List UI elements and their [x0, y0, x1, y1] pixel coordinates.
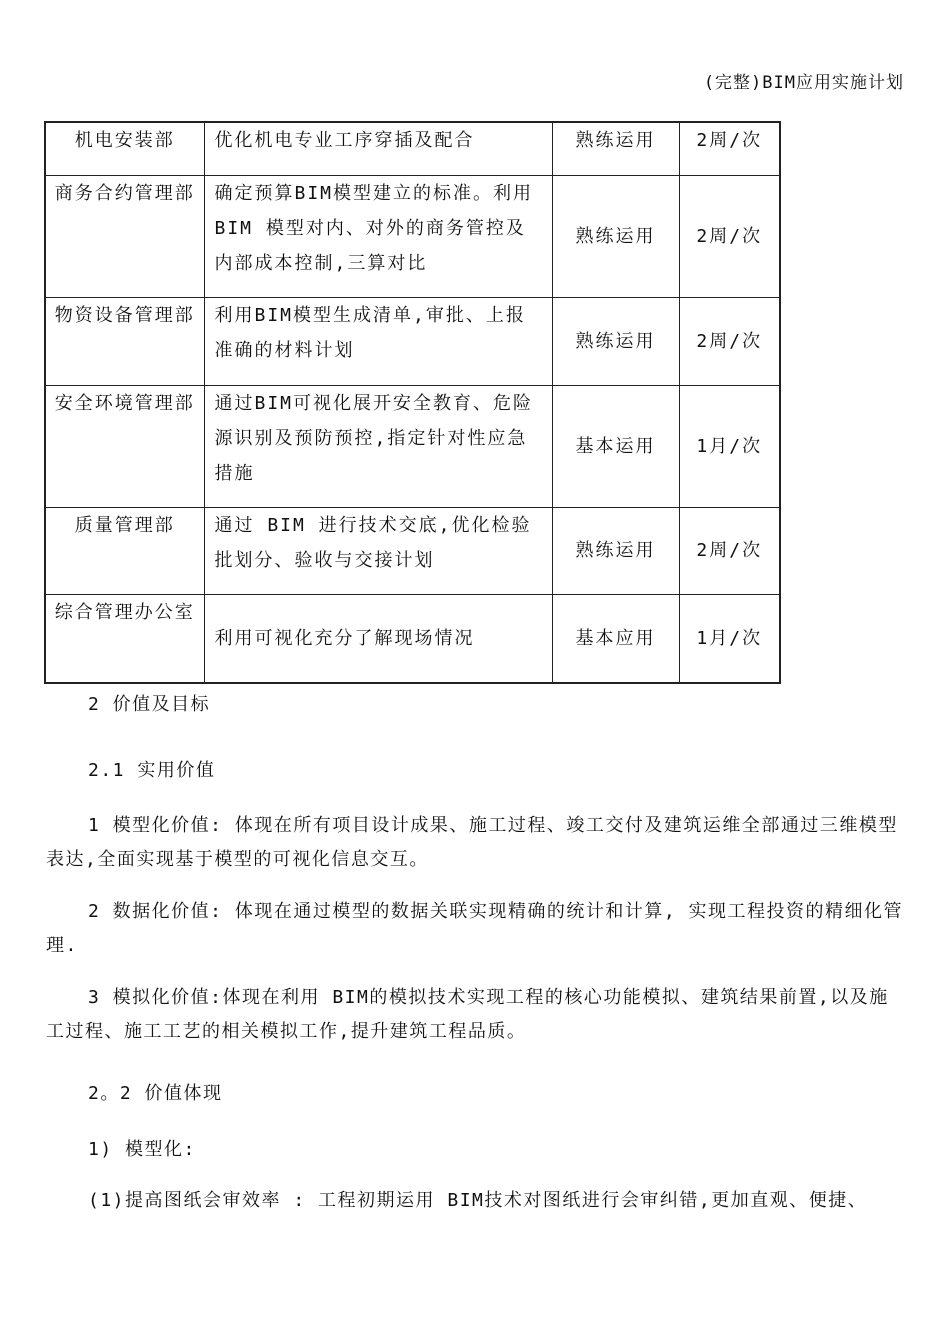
freq-cell: 2周/次 [679, 507, 780, 594]
level-cell: 熟练运用 [552, 507, 679, 594]
section-2-title: 2 价值及目标 [88, 694, 211, 715]
desc-cell: 通过BIM可视化展开安全教育、危险源识别及预防预控,指定针对性应急措施 [204, 385, 552, 507]
desc-cell: 通过 BIM 进行技术交底,优化检验批划分、验收与交接计划 [204, 507, 552, 594]
freq-cell: 2周/次 [679, 175, 780, 297]
dept-cell: 商务合约管理部 [45, 175, 204, 297]
level-cell: 熟练运用 [552, 175, 679, 297]
freq-cell: 2周/次 [679, 122, 780, 175]
level-cell: 基本运用 [552, 385, 679, 507]
freq-cell: 1月/次 [679, 385, 780, 507]
level-cell: 基本应用 [552, 594, 679, 683]
table-row [45, 175, 780, 297]
table-row [45, 122, 780, 175]
level-cell: 熟练运用 [552, 122, 679, 175]
item-1-title: 1) 模型化: [88, 1139, 196, 1160]
desc-cell: 利用BIM模型生成清单,审批、上报准确的材料计划 [204, 297, 552, 385]
desc-cell: 确定预算BIM模型建立的标准。利用BIM 模型对内、对外的商务管控及内部成本控制,三算对比 [204, 175, 552, 297]
freq-cell: 1月/次 [679, 594, 780, 683]
desc-cell: 利用可视化充分了解现场情况 [204, 594, 552, 683]
paragraph-model-value: 1 模型化价值: 体现在所有项目设计成果、施工过程、竣工交付及建筑运维全部通过三维模型表达,全面实现基于模型的可视化信息交互。 [46, 815, 898, 870]
section-2-2-title: 2。2 价值体现 [88, 1083, 223, 1104]
bim-application-table [44, 121, 781, 684]
dept-cell: 物资设备管理部 [45, 297, 204, 385]
dept-cell: 安全环境管理部 [45, 385, 204, 507]
table-row [45, 385, 780, 507]
freq-cell: 2周/次 [679, 297, 780, 385]
level-cell: 熟练运用 [552, 297, 679, 385]
document-header-title: (完整)BIM应用实施计划 [703, 73, 904, 93]
dept-cell: 质量管理部 [45, 507, 204, 594]
item-1-paragraph: (1)提高图纸会审效率 : 工程初期运用 BIM技术对图纸进行会审纠错,更加直观、便捷、 [88, 1190, 868, 1211]
table-row [45, 507, 780, 594]
table-row [45, 594, 780, 683]
table-row [45, 297, 780, 385]
paragraph-data-value: 2 数据化价值: 体现在通过模型的数据关联实现精确的统计和计算, 实现工程投资的精细化管理. [46, 901, 904, 956]
desc-cell: 优化机电专业工序穿插及配合 [204, 122, 552, 175]
paragraph-simulation-value: 3 模拟化价值:体现在利用 BIM的模拟技术实现工程的核心功能模拟、建筑结果前置,以及施工过程、施工工艺的相关模拟工作,提升建筑工程品质。 [46, 987, 889, 1042]
dept-cell: 综合管理办公室 [45, 594, 204, 683]
section-2-1-title: 2.1 实用价值 [88, 760, 216, 781]
dept-cell: 机电安装部 [45, 122, 204, 175]
